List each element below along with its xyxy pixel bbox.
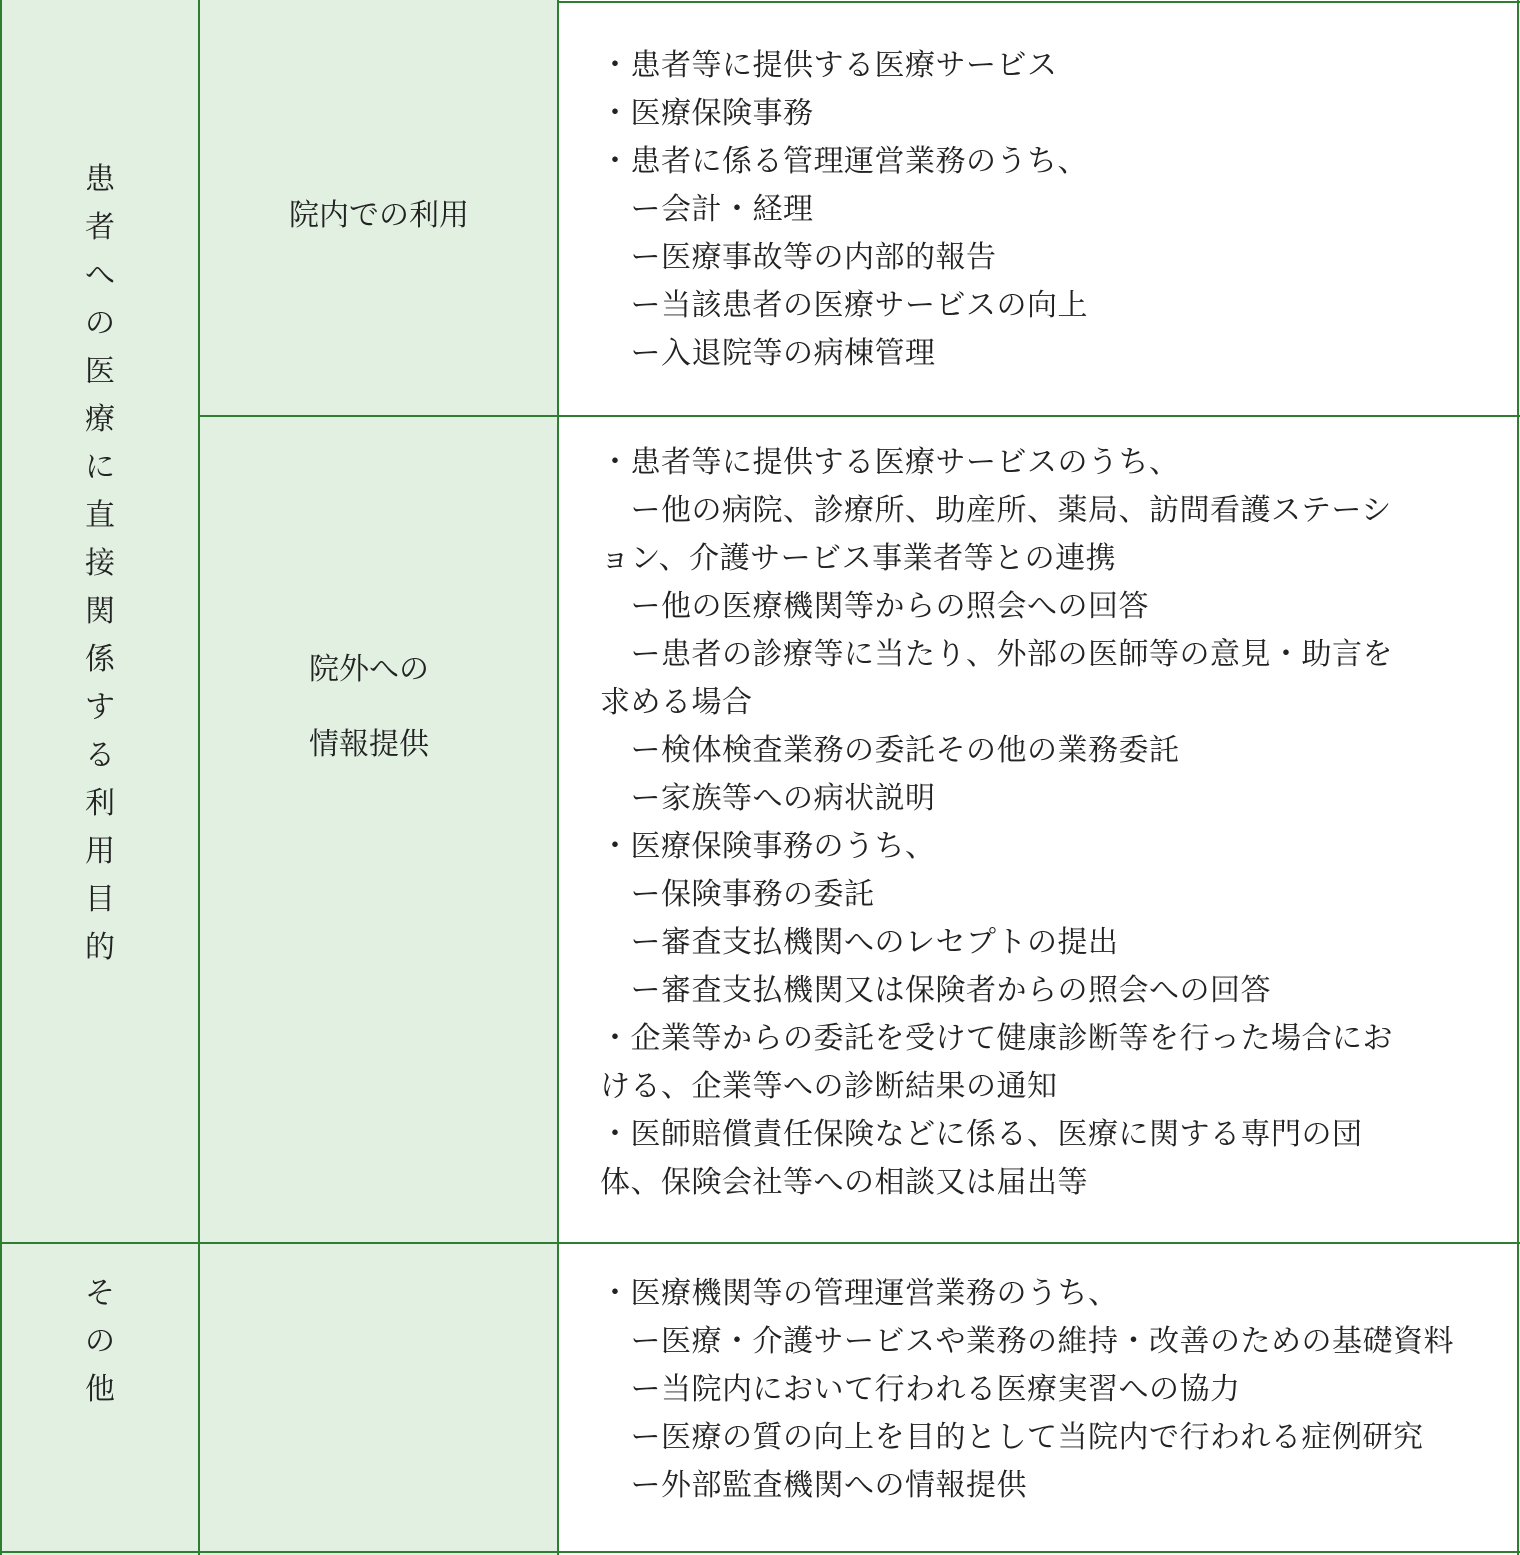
vertical-char: 他 [85, 1372, 115, 1407]
vertical-char: 係 [85, 642, 115, 677]
vertical-char: 患 [85, 162, 115, 197]
content-other [600, 1270, 1500, 1510]
vertical-char: へ [85, 258, 115, 293]
vertical-char: 者 [85, 210, 115, 245]
vertical-char: そ [85, 1276, 115, 1311]
vertical-char: る [85, 738, 115, 773]
row-divider-1 [200, 415, 1520, 417]
table-bottom-border [0, 1551, 1520, 1553]
label-outside-info-line2: 情報提供 [309, 727, 429, 762]
content-line: ・医師賠償責任保険などに係る、医療に関する専門の団 [600, 1117, 1363, 1152]
vertical-char: 直 [85, 498, 115, 533]
vertical-char: に [85, 450, 115, 485]
content-line: ー家族等への病状説明 [600, 781, 936, 816]
content-line: ・患者等に提供する医療サービスのうち、 [600, 445, 1180, 480]
content-line: ー医療事故等の内部的報告 [600, 240, 997, 275]
category-direct-use [0, 156, 200, 972]
content-line: ー当院内において行われる医療実習への協力 [600, 1372, 1241, 1407]
row-divider-2 [0, 1242, 1520, 1244]
label-in-hospital-use: 院内での利用 [289, 198, 469, 233]
content-line: ・医療機関等の管理運営業務のうち、 [600, 1276, 1119, 1311]
content-line: ー会計・経理 [600, 192, 814, 227]
vertical-char: 的 [85, 930, 115, 965]
vertical-char: の [85, 306, 115, 341]
content-line: ー入退院等の病棟管理 [600, 336, 936, 371]
content-line: ー審査支払機関へのレセプトの提出 [600, 925, 1119, 960]
vertical-char: の [85, 1324, 115, 1359]
category-other [0, 1270, 200, 1414]
content-line: ける、企業等への診断結果の通知 [600, 1069, 1058, 1104]
content-line: ・患者に係る管理運営業務のうち、 [600, 144, 1088, 179]
content-line: ョン、介護サービス事業者等との連携 [600, 541, 1117, 576]
content-line: ー患者の診療等に当たり、外部の医師等の意見・助言を [600, 637, 1393, 672]
vertical-char: 接 [85, 546, 115, 581]
content-line: ー当該患者の医療サービスの向上 [600, 288, 1088, 323]
content-line: ー保険事務の委託 [600, 877, 875, 912]
content-line: ・医療保険事務 [600, 96, 814, 131]
content-line: ・企業等からの委託を受けて健康診断等を行った場合にお [600, 1021, 1393, 1056]
label-outside-info-line1: 院外への [309, 652, 429, 687]
content-line: ・医療保険事務のうち、 [600, 829, 936, 864]
content-line: 求める場合 [600, 685, 753, 720]
vertical-char: 用 [85, 834, 115, 869]
content-line: ー他の病院、診療所、助産所、薬局、訪問看護ステーシ [600, 493, 1392, 528]
vertical-char: 利 [85, 786, 115, 821]
content-line: 体、保険会社等への相談又は届出等 [600, 1165, 1088, 1200]
content-line: ー医療の質の向上を目的として当院内で行われる症例研究 [600, 1420, 1424, 1455]
content-line: ・患者等に提供する医療サービス [600, 48, 1058, 83]
content-line: ー審査支払機関又は保険者からの照会への回答 [600, 973, 1271, 1008]
vertical-char: 医 [85, 354, 115, 389]
vertical-char: 目 [85, 882, 115, 917]
vertical-char: 関 [85, 594, 115, 629]
content-outside [600, 439, 1500, 1207]
content-line: ー外部監査機関への情報提供 [600, 1468, 1027, 1503]
content-in-hospital [600, 42, 1500, 378]
table-top-border [558, 1, 1520, 3]
content-line: ー医療・介護サービスや業務の維持・改善のための基礎資料 [600, 1324, 1454, 1359]
content-line: ー検体検査業務の委託その他の業務委託 [600, 733, 1180, 768]
content-line: ー他の医療機関等からの照会への回答 [600, 589, 1149, 624]
table-right-border [1517, 0, 1519, 1555]
vertical-char: す [85, 690, 115, 725]
vertical-char: 療 [85, 402, 115, 437]
